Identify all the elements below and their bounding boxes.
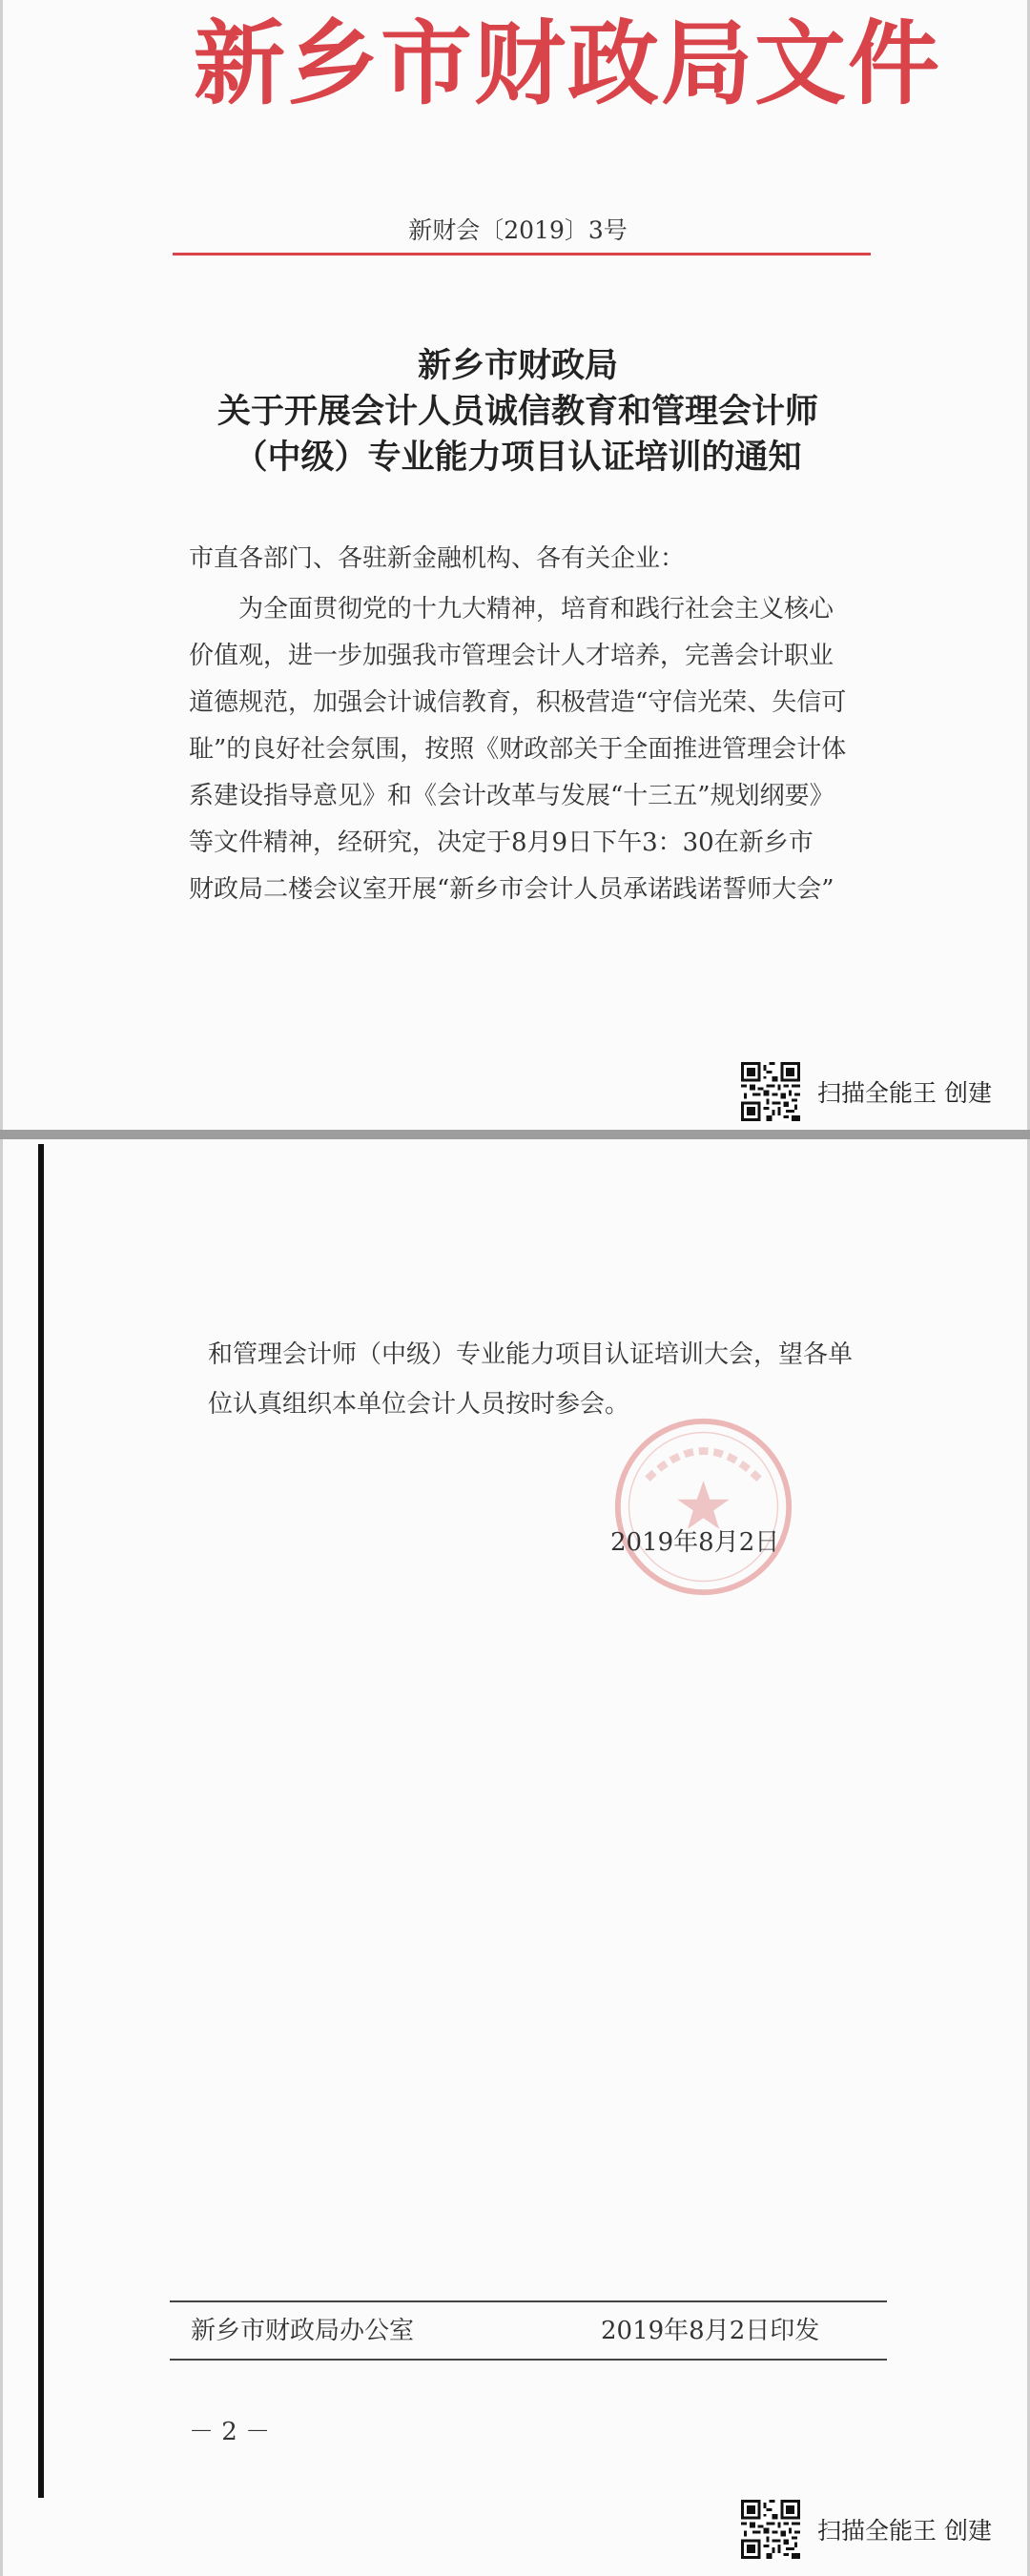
scan-watermark-label: 扫描全能王 创建 [817, 1079, 992, 1107]
body-line: 等文件精神，经研究，决定于8月9日下午3：30在新乡市 [189, 828, 814, 857]
notice-title-line: （中级）专业能力项目认证培训的通知 [234, 438, 802, 477]
document-page-1 [0, 0, 1030, 1130]
page-separator [0, 1130, 1030, 1139]
scan-watermark [741, 2498, 992, 2561]
footer-rule-top [170, 2300, 887, 2302]
scan-watermark [741, 1060, 992, 1123]
issue-date: 2019年8月2日印发 [601, 2317, 820, 2345]
body-line: 道德规范，加强会计诚信教育，积极营造“守信光荣、失信可 [189, 688, 847, 717]
body-line: 和管理会计师（中级）专业能力项目认证培训大会，望各单 [208, 1340, 854, 1369]
header-red-rule [173, 253, 871, 256]
notice-body [189, 586, 885, 913]
document-number: 新财会〔2019〕3号 [408, 216, 628, 244]
binding-edge-line [38, 1144, 44, 2498]
body-line: 位认真组织本单位会计人员按时参会。 [208, 1390, 630, 1419]
footer-rule-bottom [170, 2359, 887, 2361]
official-seal [610, 1414, 796, 1600]
scan-watermark-label: 扫描全能王 创建 [817, 2517, 992, 2545]
page-number: － 2 － [189, 2418, 271, 2446]
document-header-title: 新乡市财政局文件 [194, 10, 941, 117]
body-line: 财政局二楼会议室开展“新乡市会计人员承诺践诺誓师大会” [189, 875, 834, 904]
notice-title-line: 关于开展会计人员诚信教育和管理会计师 [216, 392, 818, 431]
notice-title [3, 343, 1030, 480]
qr-code-icon [741, 1062, 800, 1121]
notice-title-line: 新乡市财政局 [417, 346, 618, 385]
body-line: 系建设指导意见》和《会计改革与发展“十三五”规划纲要》 [189, 782, 834, 810]
body-line: 耻”的良好社会氛围，按照《财政部关于全面推进管理会计体 [189, 735, 847, 764]
addressee: 市直各部门、各驻新金融机构、各有关企业： [189, 544, 686, 573]
body-line: 为全面贯彻党的十九大精神，培育和践行社会主义核心 [238, 595, 834, 624]
signing-date: 2019年8月2日 [610, 1528, 780, 1557]
issuing-office: 新乡市财政局办公室 [191, 2317, 415, 2345]
body-line: 价值观，进一步加强我市管理会计人才培养，完善会计职业 [189, 642, 834, 670]
qr-code-icon [741, 2500, 800, 2559]
page2-body [208, 1330, 933, 1429]
